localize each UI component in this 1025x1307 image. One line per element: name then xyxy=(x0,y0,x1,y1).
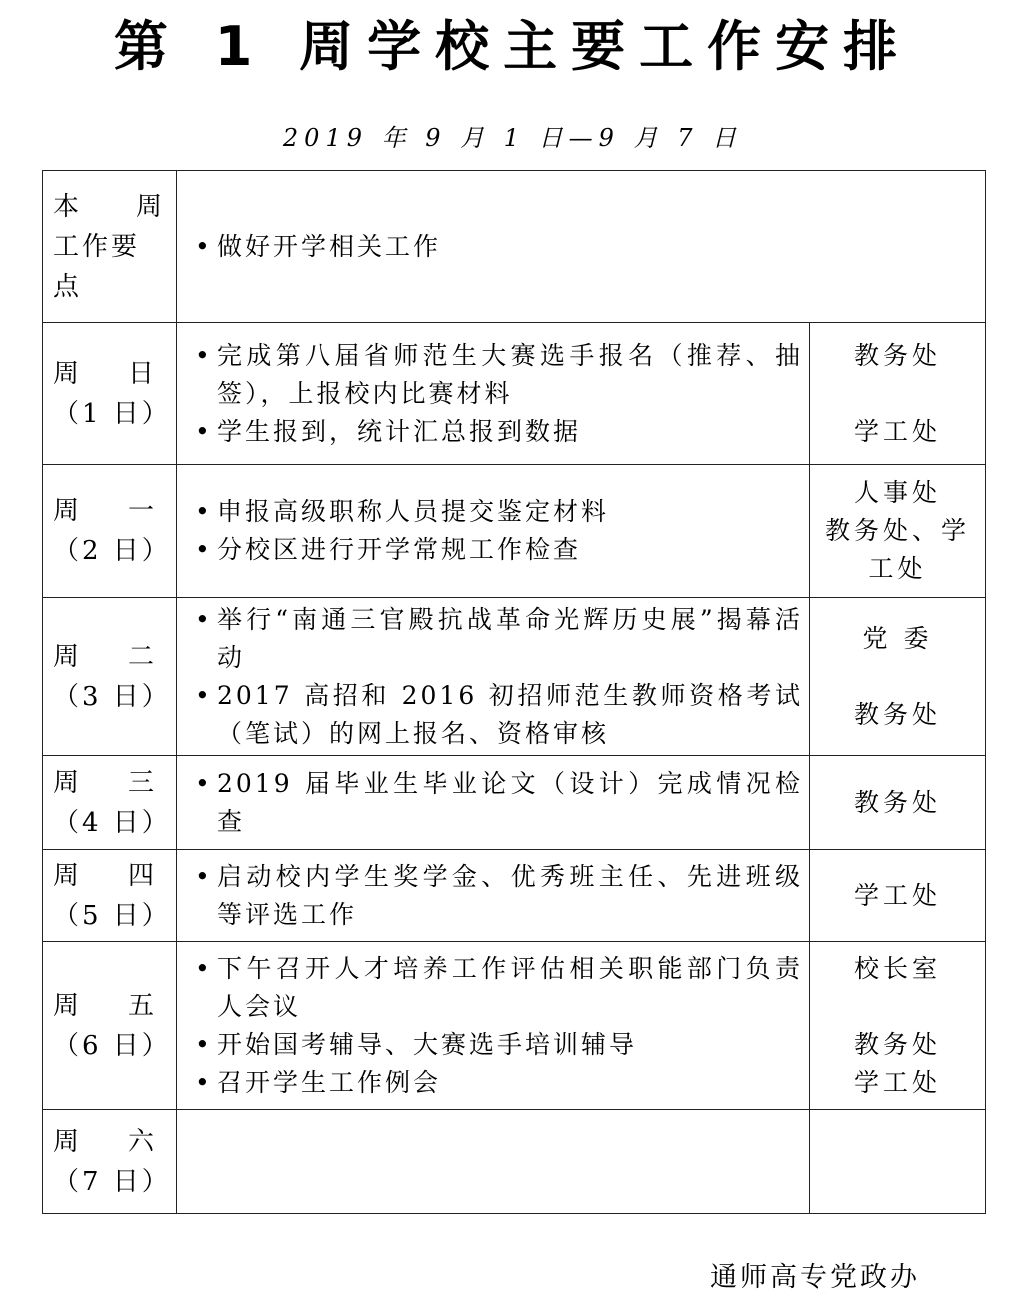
bullet-icon: • xyxy=(195,768,213,798)
bullet-icon: • xyxy=(195,416,213,446)
table-row xyxy=(43,465,986,598)
day-name-prefix: 周 xyxy=(53,496,83,526)
day-name: 五 xyxy=(127,990,157,1021)
table-row xyxy=(43,598,986,756)
department-name: 工处 xyxy=(868,554,927,583)
department-cell xyxy=(809,756,985,850)
day-date: （7 日） xyxy=(53,1166,171,1197)
day-date: （3 日） xyxy=(53,681,171,712)
work-item xyxy=(191,1026,803,1064)
day-name: 一 xyxy=(127,496,157,526)
day-date: （5 日） xyxy=(53,900,171,931)
page-title: 第 1 周学校主要工作安排 xyxy=(113,15,912,78)
day-items xyxy=(177,323,810,465)
schedule-table xyxy=(42,170,986,1214)
work-item-text: 分校区进行开学常规工作检查 xyxy=(217,535,582,564)
key-points-label xyxy=(43,171,177,323)
bullet-icon: • xyxy=(195,604,213,634)
bullet-icon: • xyxy=(195,953,213,983)
department-name: 教务处 xyxy=(853,1029,941,1059)
work-item xyxy=(191,1064,803,1102)
work-item xyxy=(191,950,803,1026)
work-item xyxy=(191,493,803,531)
department-name: 人事处 xyxy=(853,478,941,507)
work-item-text: 2017 高招和 2016 初招师范生教师资格考试（笔试）的网上报名、资格审核 xyxy=(217,680,803,748)
day-items xyxy=(177,850,810,942)
day-name-prefix: 周 xyxy=(53,767,83,798)
department-name: 学工处 xyxy=(853,1067,941,1097)
department-name: 教务处 xyxy=(853,787,941,817)
bullet-icon: • xyxy=(195,497,213,526)
day-name-prefix: 周 xyxy=(53,1126,83,1157)
department-name: 教务处、学 xyxy=(824,516,970,545)
day-label xyxy=(43,756,177,850)
work-item-text: 开始国考辅导、大赛选手培训辅导 xyxy=(217,1029,638,1059)
department-cell xyxy=(809,323,985,465)
day-label xyxy=(43,942,177,1110)
department-cell xyxy=(809,1110,985,1214)
day-label xyxy=(43,465,177,598)
work-item-text: 学生报到，统计汇总报到数据 xyxy=(217,416,582,446)
bullet-icon: • xyxy=(195,231,213,261)
department-name: 校长室 xyxy=(853,953,941,983)
work-item xyxy=(191,531,803,569)
work-item-text: 举行“南通三官殿抗战革命光辉历史展”揭幕活动 xyxy=(217,604,803,672)
date-range: 2019 年 9 月 1 日—9 月 7 日 xyxy=(282,124,743,152)
day-date: （2 日） xyxy=(53,536,171,566)
department-cell xyxy=(809,598,985,756)
work-item xyxy=(191,677,803,753)
day-name: 四 xyxy=(127,860,157,891)
work-item xyxy=(191,337,803,413)
work-item-text: 申报高级职称人员提交鉴定材料 xyxy=(217,497,610,526)
bullet-icon: • xyxy=(195,1029,213,1059)
key-points-label-a: 本 xyxy=(53,191,83,222)
department-name: 教务处 xyxy=(853,699,941,729)
day-items xyxy=(177,1110,810,1214)
bullet-icon: • xyxy=(195,861,213,891)
department-cell xyxy=(809,850,985,942)
table-row-key-points xyxy=(43,171,986,323)
day-date: （4 日） xyxy=(53,807,171,838)
work-item-text: 完成第八届省师范生大赛选手报名（推荐、抽签），上报校内比赛材料 xyxy=(217,340,803,408)
bullet-icon: • xyxy=(195,1067,213,1097)
table-row xyxy=(43,1110,986,1214)
work-item xyxy=(191,228,979,266)
work-item xyxy=(191,601,803,677)
key-points-label-b: 周 xyxy=(135,191,165,222)
day-name-prefix: 周 xyxy=(53,358,83,389)
table-row xyxy=(43,850,986,942)
work-item-text: 做好开学相关工作 xyxy=(217,231,442,261)
table-row xyxy=(43,942,986,1110)
day-items xyxy=(177,598,810,756)
day-items xyxy=(177,942,810,1110)
day-date: （1 日） xyxy=(53,398,171,429)
department-cell xyxy=(809,465,985,598)
work-item-text: 启动校内学生奖学金、优秀班主任、先进班级等评选工作 xyxy=(217,861,803,929)
day-items xyxy=(177,756,810,850)
day-name-prefix: 周 xyxy=(53,990,83,1021)
department-name: 学工处 xyxy=(853,880,941,910)
bullet-icon: • xyxy=(195,340,213,370)
day-label xyxy=(43,323,177,465)
day-items xyxy=(177,465,810,598)
bullet-icon: • xyxy=(195,680,213,710)
day-label xyxy=(43,598,177,756)
work-item xyxy=(191,765,803,841)
day-label xyxy=(43,1110,177,1214)
work-item-text: 下午召开人才培养工作评估相关职能部门负责人会议 xyxy=(217,953,803,1021)
key-points-label-line2: 工作要点 xyxy=(53,231,141,302)
day-name-prefix: 周 xyxy=(53,641,83,672)
work-item-text: 召开学生工作例会 xyxy=(217,1067,442,1097)
key-points-items xyxy=(177,171,986,323)
day-name: 二 xyxy=(127,641,157,672)
department-name: 教务处 xyxy=(853,340,941,370)
table-row xyxy=(43,756,986,850)
day-date: （6 日） xyxy=(53,1030,171,1061)
day-name-prefix: 周 xyxy=(53,860,83,891)
bullet-icon: • xyxy=(195,535,213,564)
department-name: 学工处 xyxy=(853,416,941,446)
department-cell xyxy=(809,942,985,1110)
day-name: 日 xyxy=(127,358,157,389)
work-item-text: 2019 届毕业生毕业论文（设计）完成情况检查 xyxy=(217,768,803,836)
work-item xyxy=(191,858,803,934)
day-name: 六 xyxy=(127,1126,157,1157)
work-item xyxy=(191,413,803,451)
table-row xyxy=(43,323,986,465)
department-name: 党 委 xyxy=(862,623,933,653)
day-name: 三 xyxy=(127,767,157,798)
signature: 通师高专党政办 xyxy=(710,1262,920,1293)
day-label xyxy=(43,850,177,942)
